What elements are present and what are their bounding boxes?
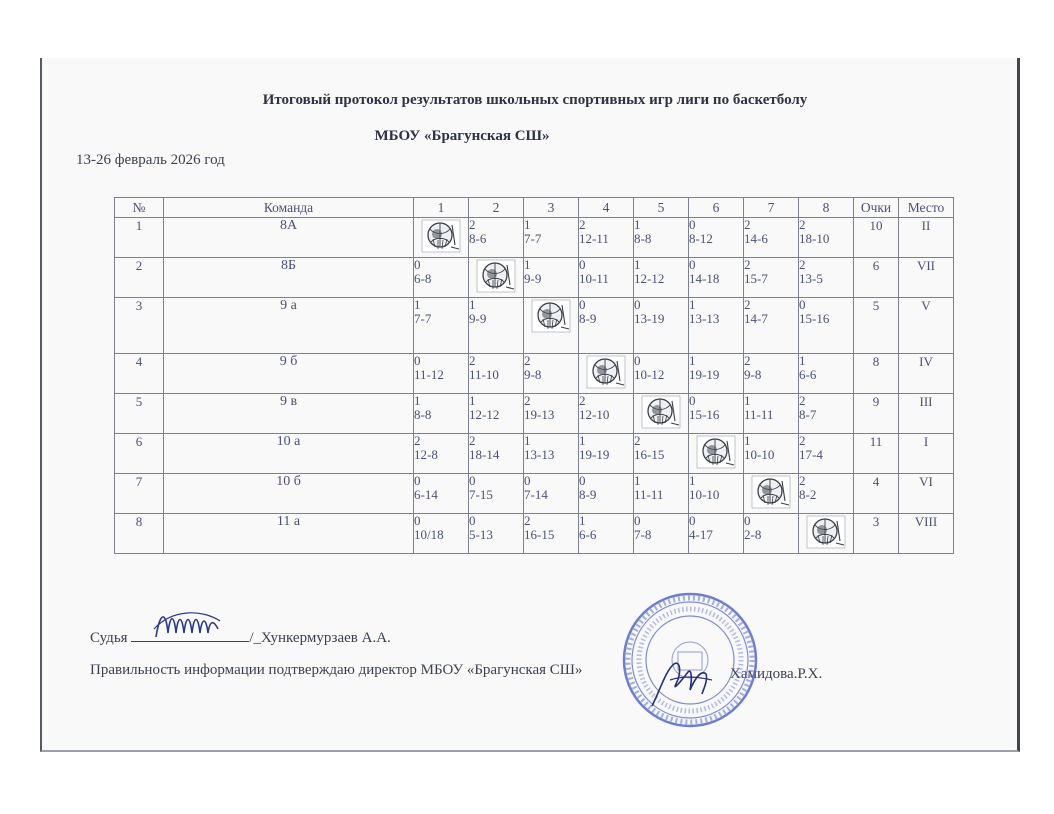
game-points: 2 — [579, 217, 586, 232]
header-cell-game-2: 2 — [469, 198, 524, 218]
results-table — [114, 197, 954, 554]
game-score: 8-7 — [799, 407, 817, 422]
game-points: 1 — [524, 217, 531, 232]
game-score: 10-10 — [744, 447, 775, 462]
game-points: 0 — [414, 257, 421, 272]
game-result-cell — [634, 298, 689, 354]
table-row — [115, 298, 954, 354]
game-score: 6-14 — [414, 487, 438, 502]
game-points: 2 — [744, 217, 751, 232]
game-result-cell — [579, 394, 634, 434]
game-result-cell — [469, 394, 524, 434]
total-points-cell: 10 — [854, 218, 899, 258]
total-points-cell: 11 — [854, 434, 899, 474]
table-row — [115, 434, 954, 474]
game-score: 10-11 — [579, 271, 609, 286]
basketball-drawing-icon — [586, 355, 626, 389]
game-result-cell — [744, 258, 799, 298]
game-points: 1 — [414, 393, 421, 408]
game-points: 2 — [634, 433, 641, 448]
game-points: 2 — [799, 473, 806, 488]
game-result-cell — [689, 298, 744, 354]
game-score: 14-6 — [744, 231, 768, 246]
game-score: 12-12 — [469, 407, 500, 422]
game-result-cell — [524, 354, 579, 394]
header-cell-num: № — [115, 198, 164, 218]
game-result-cell — [414, 434, 469, 474]
game-result-cell — [579, 434, 634, 474]
game-points: 0 — [579, 297, 586, 312]
game-result-cell — [579, 258, 634, 298]
game-result-cell — [744, 218, 799, 258]
judge-name: /_Хункермурзаев А.А. — [249, 630, 391, 646]
game-result-cell — [579, 218, 634, 258]
document-subtitle: МБОУ «Брагунская СШ» — [374, 128, 550, 144]
game-score: 9-8 — [524, 367, 542, 382]
document-title: Итоговый протокол результатов школьных спортивных игр лиги по баскетболу — [262, 92, 808, 108]
game-points: 0 — [799, 297, 806, 312]
game-result-cell — [634, 258, 689, 298]
game-points: 1 — [579, 433, 586, 448]
game-score: 9-9 — [469, 311, 487, 326]
game-result-cell — [469, 514, 524, 554]
game-score: 13-13 — [524, 447, 555, 462]
date-line: 13-26 февраль 2026 год — [76, 152, 225, 168]
game-result-cell — [744, 434, 799, 474]
total-points-cell: 8 — [854, 354, 899, 394]
place-cell: I — [899, 434, 954, 474]
game-score: 8-12 — [689, 231, 713, 246]
game-points: 1 — [689, 297, 696, 312]
place-cell: VII — [899, 258, 954, 298]
game-score: 12-11 — [579, 231, 609, 246]
game-points: 1 — [744, 433, 751, 448]
game-result-cell — [414, 394, 469, 434]
place-cell: II — [899, 218, 954, 258]
header-cell-game-5: 5 — [634, 198, 689, 218]
team-name-cell: 9 б — [164, 354, 414, 394]
game-points: 2 — [414, 433, 421, 448]
game-result-cell — [469, 474, 524, 514]
game-points: 0 — [689, 393, 696, 408]
game-score: 15-16 — [689, 407, 720, 422]
header-cell-game-4: 4 — [579, 198, 634, 218]
team-name-cell: 8Б — [164, 258, 414, 298]
game-score: 10/18 — [414, 527, 444, 542]
game-points: 2 — [744, 353, 751, 368]
judge-signature-image — [152, 607, 222, 643]
game-score: 19-19 — [579, 447, 610, 462]
game-points: 1 — [689, 473, 696, 488]
game-result-cell — [689, 394, 744, 434]
game-points: 2 — [579, 393, 586, 408]
game-points: 1 — [524, 433, 531, 448]
header-cell-team: Команда — [164, 198, 414, 218]
self-match-cell — [469, 258, 524, 298]
game-points: 2 — [744, 297, 751, 312]
game-score: 11-10 — [469, 367, 499, 382]
game-score: 17-4 — [799, 447, 823, 462]
game-score: 12-10 — [579, 407, 610, 422]
total-points-cell: 9 — [854, 394, 899, 434]
game-points: 2 — [524, 513, 531, 528]
row-number-cell: 4 — [115, 354, 164, 394]
game-points: 2 — [799, 217, 806, 232]
game-result-cell — [469, 218, 524, 258]
team-name-cell: 9 а — [164, 298, 414, 354]
game-result-cell — [579, 298, 634, 354]
place-cell: III — [899, 394, 954, 434]
game-result-cell — [634, 218, 689, 258]
total-points-cell: 5 — [854, 298, 899, 354]
game-result-cell — [689, 258, 744, 298]
team-name-cell: 11 а — [164, 514, 414, 554]
game-score: 8-2 — [799, 487, 817, 502]
game-score: 10-10 — [689, 487, 720, 502]
place-cell: VIII — [899, 514, 954, 554]
game-result-cell — [744, 354, 799, 394]
game-result-cell — [634, 434, 689, 474]
total-points-cell: 6 — [854, 258, 899, 298]
table-header-row — [115, 198, 954, 218]
game-result-cell — [634, 474, 689, 514]
place-cell: V — [899, 298, 954, 354]
self-match-cell — [799, 514, 854, 554]
self-match-cell — [744, 474, 799, 514]
game-points: 1 — [469, 297, 476, 312]
team-name-cell: 8А — [164, 218, 414, 258]
row-number-cell: 1 — [115, 218, 164, 258]
total-points-cell: 3 — [854, 514, 899, 554]
game-score: 14-7 — [744, 311, 768, 326]
director-signature-image — [646, 650, 726, 710]
game-points: 0 — [524, 473, 531, 488]
header-cell-points: Очки — [854, 198, 899, 218]
game-score: 9-8 — [744, 367, 762, 382]
game-points: 2 — [469, 433, 476, 448]
judge-label: Судья — [90, 630, 128, 646]
header-cell-game-3: 3 — [524, 198, 579, 218]
game-score: 14-18 — [689, 271, 720, 286]
row-number-cell: 6 — [115, 434, 164, 474]
game-score: 8-6 — [469, 231, 487, 246]
table-row — [115, 354, 954, 394]
game-result-cell — [524, 474, 579, 514]
game-points: 1 — [634, 217, 641, 232]
place-cell: VI — [899, 474, 954, 514]
game-points: 1 — [799, 353, 806, 368]
game-result-cell — [414, 514, 469, 554]
game-score: 11-11 — [744, 407, 774, 422]
self-match-cell — [414, 218, 469, 258]
game-points: 0 — [634, 297, 641, 312]
row-number-cell: 7 — [115, 474, 164, 514]
row-number-cell: 3 — [115, 298, 164, 354]
self-match-cell — [634, 394, 689, 434]
game-points: 2 — [799, 433, 806, 448]
game-result-cell — [634, 354, 689, 394]
game-points: 0 — [689, 257, 696, 272]
header-cell-game-7: 7 — [744, 198, 799, 218]
game-points: 1 — [469, 393, 476, 408]
game-score: 7-7 — [524, 231, 542, 246]
game-score: 11-12 — [414, 367, 444, 382]
game-result-cell — [799, 218, 854, 258]
game-points: 1 — [689, 353, 696, 368]
game-points: 1 — [744, 393, 751, 408]
table-row — [115, 474, 954, 514]
game-result-cell — [799, 474, 854, 514]
game-score: 5-13 — [469, 527, 493, 542]
game-points: 1 — [414, 297, 421, 312]
judge-line — [90, 627, 391, 647]
game-points: 0 — [689, 513, 696, 528]
game-score: 8-8 — [634, 231, 652, 246]
game-score: 4-17 — [689, 527, 713, 542]
game-result-cell — [579, 474, 634, 514]
self-match-cell — [689, 434, 744, 474]
basketball-drawing-icon — [641, 395, 681, 429]
table-row — [115, 218, 954, 258]
game-points: 1 — [634, 473, 641, 488]
game-result-cell — [799, 394, 854, 434]
game-score: 6-6 — [579, 527, 597, 542]
confirmation-line: Правильность информации подтверждаю директор МБОУ «Брагунская СШ» — [90, 662, 583, 678]
team-name-cell: 10 б — [164, 474, 414, 514]
game-score: 13-13 — [689, 311, 720, 326]
game-points: 0 — [689, 217, 696, 232]
game-points: 2 — [469, 217, 476, 232]
basketball-drawing-icon — [751, 475, 791, 509]
game-points: 0 — [469, 473, 476, 488]
table-row — [115, 514, 954, 554]
place-cell: IV — [899, 354, 954, 394]
game-score: 15-16 — [799, 311, 830, 326]
game-result-cell — [689, 354, 744, 394]
game-points: 0 — [469, 513, 476, 528]
game-points: 2 — [799, 257, 806, 272]
game-score: 10-12 — [634, 367, 665, 382]
basketball-drawing-icon — [476, 259, 516, 293]
game-result-cell — [524, 394, 579, 434]
game-points: 0 — [634, 353, 641, 368]
row-number-cell: 2 — [115, 258, 164, 298]
game-points: 0 — [744, 513, 751, 528]
game-score: 9-9 — [524, 271, 542, 286]
game-result-cell — [524, 258, 579, 298]
header-cell-place: Место — [899, 198, 954, 218]
row-number-cell: 5 — [115, 394, 164, 434]
director-name: Хамидова.Р.Х. — [730, 666, 823, 682]
game-points: 1 — [524, 257, 531, 272]
game-score: 12-12 — [634, 271, 665, 286]
game-score: 8-9 — [579, 311, 597, 326]
game-result-cell — [414, 354, 469, 394]
game-score: 12-8 — [414, 447, 438, 462]
game-result-cell — [469, 298, 524, 354]
game-result-cell — [689, 474, 744, 514]
game-score: 11-11 — [634, 487, 664, 502]
total-points-cell: 4 — [854, 474, 899, 514]
game-points: 0 — [579, 473, 586, 488]
game-score: 2-8 — [744, 527, 762, 542]
header-cell-game-1: 1 — [414, 198, 469, 218]
game-score: 13-5 — [799, 271, 823, 286]
game-score: 19-13 — [524, 407, 555, 422]
game-score: 18-10 — [799, 231, 830, 246]
game-points: 0 — [579, 257, 586, 272]
table-row — [115, 258, 954, 298]
game-result-cell — [689, 514, 744, 554]
game-result-cell — [469, 434, 524, 474]
game-score: 7-7 — [414, 311, 432, 326]
game-score: 7-14 — [524, 487, 548, 502]
basketball-drawing-icon — [531, 299, 571, 333]
game-score: 16-15 — [524, 527, 555, 542]
game-score: 7-15 — [469, 487, 493, 502]
game-result-cell — [469, 354, 524, 394]
game-result-cell — [799, 258, 854, 298]
game-points: 1 — [634, 257, 641, 272]
team-name-cell: 10 а — [164, 434, 414, 474]
game-points: 0 — [634, 513, 641, 528]
game-points: 2 — [524, 353, 531, 368]
game-result-cell — [744, 514, 799, 554]
game-result-cell — [414, 474, 469, 514]
game-result-cell — [579, 514, 634, 554]
table-row — [115, 394, 954, 434]
game-score: 18-14 — [469, 447, 500, 462]
basketball-drawing-icon — [421, 219, 461, 253]
game-score: 15-7 — [744, 271, 768, 286]
game-points: 0 — [414, 353, 421, 368]
row-number-cell: 8 — [115, 514, 164, 554]
game-result-cell — [524, 218, 579, 258]
game-score: 6-6 — [799, 367, 817, 382]
game-score: 16-15 — [634, 447, 665, 462]
game-score: 8-9 — [579, 487, 597, 502]
game-result-cell — [689, 218, 744, 258]
game-score: 13-19 — [634, 311, 665, 326]
game-result-cell — [799, 298, 854, 354]
game-points: 2 — [799, 393, 806, 408]
header-cell-game-8: 8 — [799, 198, 854, 218]
game-points: 2 — [469, 353, 476, 368]
header-cell-game-6: 6 — [689, 198, 744, 218]
game-points: 0 — [414, 473, 421, 488]
self-match-cell — [524, 298, 579, 354]
game-result-cell — [744, 394, 799, 434]
game-score: 7-8 — [634, 527, 652, 542]
basketball-drawing-icon — [806, 515, 846, 549]
game-result-cell — [414, 258, 469, 298]
game-points: 0 — [414, 513, 421, 528]
game-points: 1 — [579, 513, 586, 528]
game-points: 2 — [744, 257, 751, 272]
game-score: 19-19 — [689, 367, 720, 382]
game-result-cell — [744, 298, 799, 354]
basketball-drawing-icon — [696, 435, 736, 469]
game-result-cell — [799, 434, 854, 474]
game-result-cell — [524, 434, 579, 474]
game-score: 6-8 — [414, 271, 432, 286]
game-result-cell — [634, 514, 689, 554]
game-points: 2 — [524, 393, 531, 408]
game-result-cell — [799, 354, 854, 394]
game-result-cell — [414, 298, 469, 354]
team-name-cell: 9 в — [164, 394, 414, 434]
game-result-cell — [524, 514, 579, 554]
self-match-cell — [579, 354, 634, 394]
game-score: 8-8 — [414, 407, 432, 422]
